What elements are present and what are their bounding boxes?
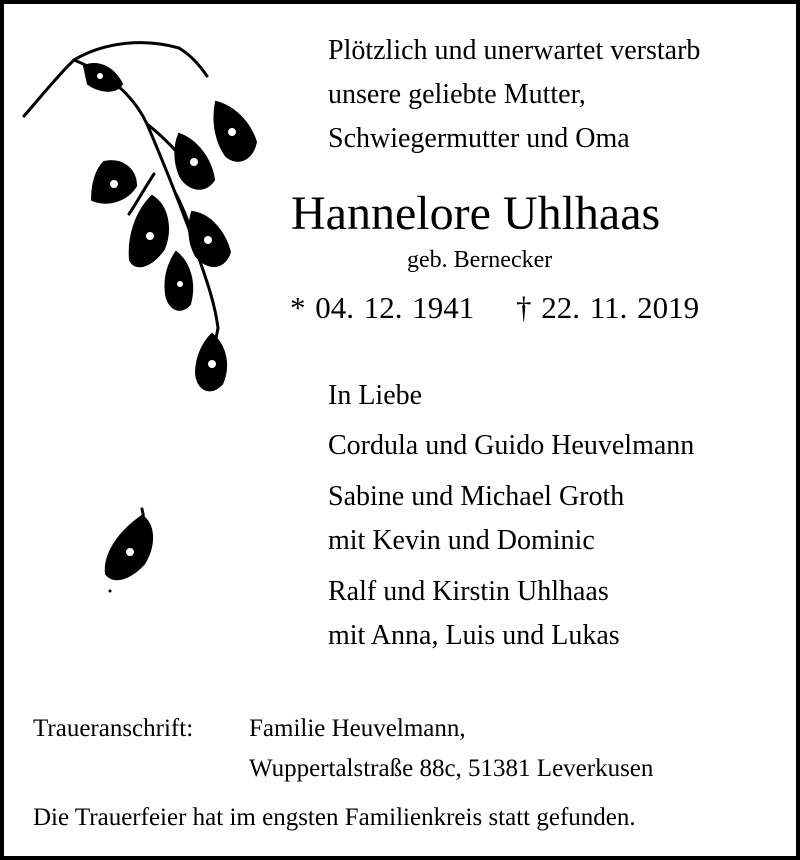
intro-text (328, 37, 700, 169)
deceased-name: Hannelore Uhlhaas (291, 187, 661, 240)
in-love-text: In Liebe (328, 380, 423, 411)
funeral-note: Die Trauerfeier hat im engsten Familienkreis statt gefunden. (33, 804, 636, 831)
family-2-line-1: Sabine und Michael Groth (328, 481, 625, 512)
family-3-line-1: Ralf und Kirstin Uhlhaas (328, 576, 609, 607)
life-dates (290, 292, 699, 323)
intro-line-3: Schwiegermutter und Oma (328, 123, 630, 154)
address-line-2: Wuppertalstraße 88c, 51381 Leverkusen (249, 755, 654, 782)
family-2-line-2: mit Kevin und Dominic (328, 525, 595, 556)
birth-date: 04. 12. 1941 (315, 290, 475, 325)
family-1-line-1: Cordula und Guido Heuvelmann (328, 430, 695, 461)
intro-line-2: unsere geliebte Mutter, (328, 79, 586, 110)
death-date: 22. 11. 2019 (541, 290, 700, 325)
death-symbol: † (516, 290, 532, 325)
family-3-line-2: mit Anna, Luis und Lukas (328, 620, 620, 651)
address-line-1: Familie Heuvelmann, (249, 715, 466, 742)
birth-symbol: * (290, 290, 306, 325)
birth-name: geb. Bernecker (407, 247, 553, 273)
intro-line-1: Plötzlich und unerwartet verstarb (328, 35, 701, 66)
address-label: Traueranschrift: (33, 715, 194, 742)
birch-branch-icon (4, 4, 304, 604)
